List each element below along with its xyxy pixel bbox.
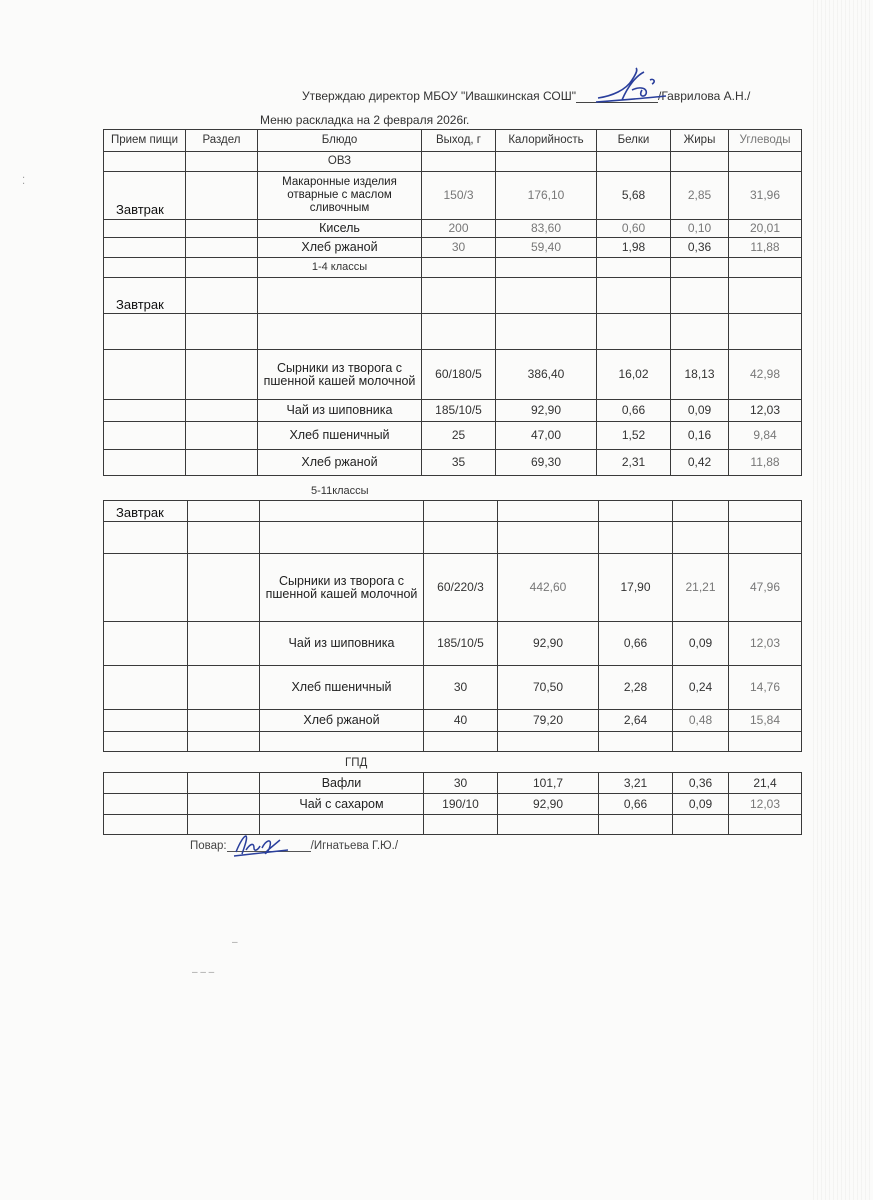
table-row-empty [104,522,802,554]
grade1-4-title: 1-4 классы [258,258,422,278]
dish-name: Хлеб пшеничный [258,422,422,450]
col-header-carbs: Углеводы [729,130,802,152]
col-header-proteins: Белки [597,130,671,152]
dish-output: 30 [424,773,498,794]
table-row [104,666,802,710]
table-header-row [104,130,802,152]
dish-fats: 0,09 [671,400,729,422]
dish-carbs: 11,88 [729,238,802,258]
dish-fats: 0,36 [673,773,729,794]
dish-proteins: 0,66 [599,622,673,666]
dish-fats: 2,85 [671,172,729,220]
cook-name: /Игнатьева Г.Ю./ [310,840,399,852]
grade5-11-title: 5-11классы [311,485,369,497]
table-row [104,554,802,622]
table-row-empty [104,815,802,835]
dish-calories: 59,40 [496,238,597,258]
dish-proteins: 0,66 [597,400,671,422]
dish-output: 150/3 [422,172,496,220]
dish-carbs: 21,4 [729,773,802,794]
col-header-output: Выход, г [422,130,496,152]
dish-proteins: 0,60 [597,220,671,238]
approver-name: /Гаврилова А.Н./ [658,89,751,103]
col-header-calories: Калорийность [496,130,597,152]
dish-calories: 176,10 [496,172,597,220]
table-row [104,794,802,815]
dish-calories: 92,90 [498,622,599,666]
dish-name: Сырники из творога с пшенной кашей молочной [258,350,422,400]
menu-table-grade5-11 [103,500,802,752]
scan-mark: – [232,937,238,948]
dish-name: Чай с сахаром [260,794,424,815]
table-row [104,422,802,450]
col-header-meal: Прием пищи [104,130,186,152]
table-row [104,622,802,666]
dish-carbs: 12,03 [729,794,802,815]
dish-calories: 79,20 [498,710,599,732]
dish-output: 190/10 [424,794,498,815]
dish-carbs: 12,03 [729,622,802,666]
dish-calories: 70,50 [498,666,599,710]
dish-fats: 0,48 [673,710,729,732]
dish-output: 35 [422,450,496,476]
dish-calories: 69,30 [496,450,597,476]
meal-label: Завтрак [104,172,186,220]
dish-output: 60/180/5 [422,350,496,400]
cook-signature [232,832,292,860]
dish-output: 185/10/5 [422,400,496,422]
menu-table-main [103,129,802,476]
dish-name: Сырники из творога с пшенной кашей молочной [260,554,424,622]
dish-carbs: 31,96 [729,172,802,220]
dish-fats: 0,42 [671,450,729,476]
table-row [104,350,802,400]
dish-carbs: 11,88 [729,450,802,476]
dish-output: 200 [422,220,496,238]
col-header-fats: Жиры [671,130,729,152]
ovz-title: ОВЗ [258,152,422,172]
dish-name: Макаронные изделия отварные с маслом сливочным [258,172,422,220]
dish-proteins: 3,21 [599,773,673,794]
table-row [104,238,802,258]
dish-fats: 0,24 [673,666,729,710]
dish-calories: 92,90 [498,794,599,815]
table-row [104,400,802,422]
dish-fats: 0,09 [673,622,729,666]
dish-proteins: 2,28 [599,666,673,710]
dish-output: 30 [424,666,498,710]
menu-table-gpd [103,772,802,835]
dish-fats: 18,13 [671,350,729,400]
col-header-dish: Блюдо [258,130,422,152]
dish-output: 60/220/3 [424,554,498,622]
menu-subtitle: Меню раскладка на 2 февраля 2026г. [260,113,470,127]
table-row-empty [104,314,802,350]
dish-carbs: 20,01 [729,220,802,238]
scan-mark: ⁚ [22,176,26,187]
meal-label: Завтрак [104,501,188,522]
dish-fats: 0,10 [671,220,729,238]
grade1-4-title-row [104,258,802,278]
dish-proteins: 16,02 [597,350,671,400]
cook-line [190,840,398,852]
dish-carbs: 14,76 [729,666,802,710]
dish-calories: 101,7 [498,773,599,794]
dish-calories: 442,60 [498,554,599,622]
dish-output: 185/10/5 [424,622,498,666]
dish-name: Хлеб ржаной [258,238,422,258]
dish-calories: 47,00 [496,422,597,450]
gpd-title: ГПД [345,757,368,769]
table-row [104,450,802,476]
dish-name: Чай из шиповника [258,400,422,422]
table-row-empty [104,732,802,752]
dish-proteins: 2,31 [597,450,671,476]
dish-name: Хлеб ржаной [260,710,424,732]
scan-mark: – – – [192,967,215,978]
dish-proteins: 5,68 [597,172,671,220]
dish-proteins: 1,52 [597,422,671,450]
dish-fats: 21,21 [673,554,729,622]
dish-name: Кисель [258,220,422,238]
dish-name: Хлеб пшеничный [260,666,424,710]
dish-proteins: 17,90 [599,554,673,622]
dish-proteins: 1,98 [597,238,671,258]
col-header-section: Раздел [186,130,258,152]
dish-proteins: 2,64 [599,710,673,732]
approval-text: Утверждаю директор МБОУ "Ивашкинская СОШ" [302,89,577,103]
dish-carbs: 15,84 [729,710,802,732]
dish-fats: 0,09 [673,794,729,815]
dish-calories: 83,60 [496,220,597,238]
dish-name: Хлеб ржаной [258,450,422,476]
table-row [104,220,802,238]
dish-output: 40 [424,710,498,732]
cook-label: Повар: [190,840,227,852]
scan-noise-strip [813,0,873,1200]
table-row [104,501,802,522]
dish-carbs: 42,98 [729,350,802,400]
dish-name: Вафли [260,773,424,794]
dish-calories: 386,40 [496,350,597,400]
table-row [104,773,802,794]
dish-carbs: 47,96 [729,554,802,622]
ovz-title-row [104,152,802,172]
table-row [104,710,802,732]
dish-output: 30 [422,238,496,258]
dish-fats: 0,16 [671,422,729,450]
meal-label: Завтрак [104,278,186,314]
dish-fats: 0,36 [671,238,729,258]
dish-proteins: 0,66 [599,794,673,815]
dish-carbs: 9,84 [729,422,802,450]
table-row [104,172,802,220]
table-row [104,278,802,314]
dish-output: 25 [422,422,496,450]
dish-calories: 92,90 [496,400,597,422]
dish-carbs: 12,03 [729,400,802,422]
approval-line [302,89,750,103]
director-signature [592,66,672,108]
dish-name: Чай из шиповника [260,622,424,666]
